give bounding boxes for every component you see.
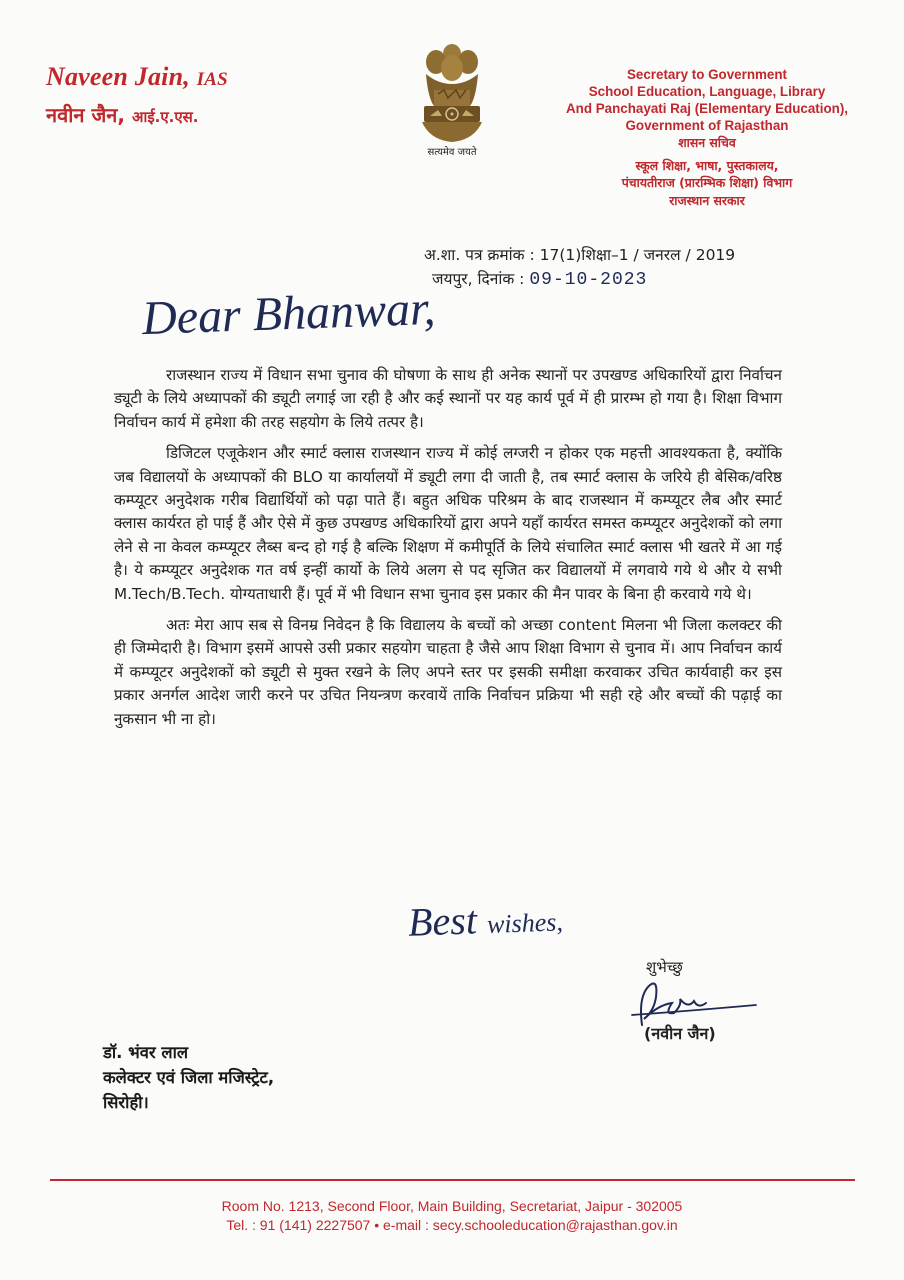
sender-service-suffix: IAS (196, 69, 228, 90)
addressee-name: डॉ. भंवर लाल (103, 1043, 189, 1062)
letter-reference-number: अ.शा. पत्र क्रमांक : 17(1)शिक्षा–1 / जनरल / 2019 (424, 246, 736, 264)
designation-line-hi: स्कूल शिक्षा, भाषा, पुस्तकालय, (635, 157, 779, 173)
regards-label: शुभेच्छु (646, 958, 683, 976)
designation-line-hi: शासन सचिव (678, 135, 736, 150)
designation-line: Government of Rajasthan (625, 118, 789, 133)
handwritten-closing (407, 893, 563, 945)
body-paragraph: अतः मेरा आप सब से विनम्र निवेदन है कि विद्यालय के बच्चों को अच्छा content मिलना भी जिला कलक्टर की ही जिम्मेदारी है। विभाग इसमें आपसे उसी प्रकार सहयोग चाहता है जैसे आप शिक्षा विभाग से चुनाव में। आप निर्वाचन कार्य में कम्प्यूटर अनुदेशकों को ड्यूटी से मुक्त रखने के लिए अपने स्तर पर इसकी समीक्षा करवाकर उचित कार्यवाही कर इस प्रकार अनर्गल आदेश जारी करने पर उचित नियन्त्रण करवायें ताकि निर्वाचन प्रक्रिया भी सही रहे और बच्चों की पढ़ाई का नुकसान भी ना हो। (114, 616, 782, 728)
footer-contact: Tel. : 91 (141) 2227507 • e-mail : secy.schooleducation@rajasthan.gov.in (226, 1217, 678, 1233)
closing-best: Best (407, 897, 478, 945)
footer-address: Room No. 1213, Second Floor, Main Building, Secretariat, Jaipur - 302005 (221, 1198, 683, 1214)
emblem-motto: सत्यमेव जयते (427, 147, 477, 158)
sender-name-english (46, 62, 228, 92)
designation-line-hi: राजस्थान सरकार (669, 192, 745, 208)
handwritten-salutation: Dear Bhanwar, (141, 281, 437, 346)
body-paragraph: डिजिटल एजूकेशन और स्मार्ट क्लास राजस्थान राज्य में कोई लग्जरी न होकर एक महत्ती आवश्यकता है, क्योंकि जब विद्यालयों के अध्यापकों की BLO या कार्यालयों में ड्यूटी लगा दी जाती है, तब स्मार्ट क्लास के जरिये ही बेसिक/वरिष्ठ कम्प्यूटर अनुदेशक गरीब विद्यार्थियों को पढ़ा पाते हैं। बहुत अधिक परिश्रम के बाद राजस्थान में कम्प्यूटर लैब और स्मार्ट क्लास कार्यरत हो पाई हैं और ऐसे में कुछ उपखण्ड अधिकारियों द्वारा अपने यहाँ कार्यरत समस्त कम्प्यूटर अनुदेशकों को लगा लेने से ना केवल कम्प्यूटर लैब्स बन्द हो गई है बल्कि शिक्षण में कमीपूर्ति के लिये संचालित स्मार्ट क्लास भी खतरे में आ गई है। ये कम्प्यूटर अनुदेशक गत वर्ष इन्हीं कार्यो के लिये अलग से पद सृजित कर विद्यालयों में लगवाये गये थे और ये सभी M.Tech/B.Tech. योग्यताधारी हैं। पूर्व में भी विधान सभा चुनाव इस प्रकार की मैन पावर के बिना ही करवाये गये थे। (114, 444, 782, 603)
addressee-designation: कलेक्टर एवं जिला मजिस्ट्रेट, (103, 1068, 275, 1087)
designation-line: Secretary to Government (626, 67, 787, 82)
signatory-name: (नवीन जैन) (644, 1024, 716, 1043)
sender-name-hindi (46, 101, 199, 128)
designation-line-hi: पंचायतीराज (प्रारम्भिक शिक्षा) विभाग (621, 175, 793, 190)
sender-name: Naveen Jain, (46, 62, 190, 91)
body-paragraph: राजस्थान राज्य में विधान सभा चुनाव की घोषणा के साथ ही अनेक स्थानों पर उपखण्ड अधिकारियों द्वारा निर्वाचन ड्यूटी के लिये अध्यापकों की ड्यूटी लगाई जा रही है और कई स्थानों पर यह कार्य पूर्व में ही प्रारम्भ हो गया है। शिक्षा विभाग निर्वाचन कार्य में हमेशा की तरह सहयोग के लिये तत्पर है। (114, 366, 782, 431)
addressee-location: सिरोही। (103, 1093, 149, 1112)
letter-date (432, 267, 647, 290)
designation-line: And Panchayati Raj (Elementary Education), (565, 101, 848, 116)
sender-name-hi: नवीन जैन, (46, 103, 126, 127)
sender-service-suffix-hi: आई.ए.एस. (131, 108, 199, 126)
addressee-block (103, 1040, 274, 1115)
letter-body (114, 364, 782, 739)
footer-divider (50, 1179, 855, 1181)
date-value: 09-10-2023 (529, 270, 648, 290)
footer (100, 1197, 804, 1235)
designation-line: School Education, Language, Library (588, 84, 826, 99)
closing-wishes: wishes, (486, 907, 564, 939)
date-label: जयपुर, दिनांक : (432, 270, 525, 288)
designation-block (520, 66, 894, 209)
